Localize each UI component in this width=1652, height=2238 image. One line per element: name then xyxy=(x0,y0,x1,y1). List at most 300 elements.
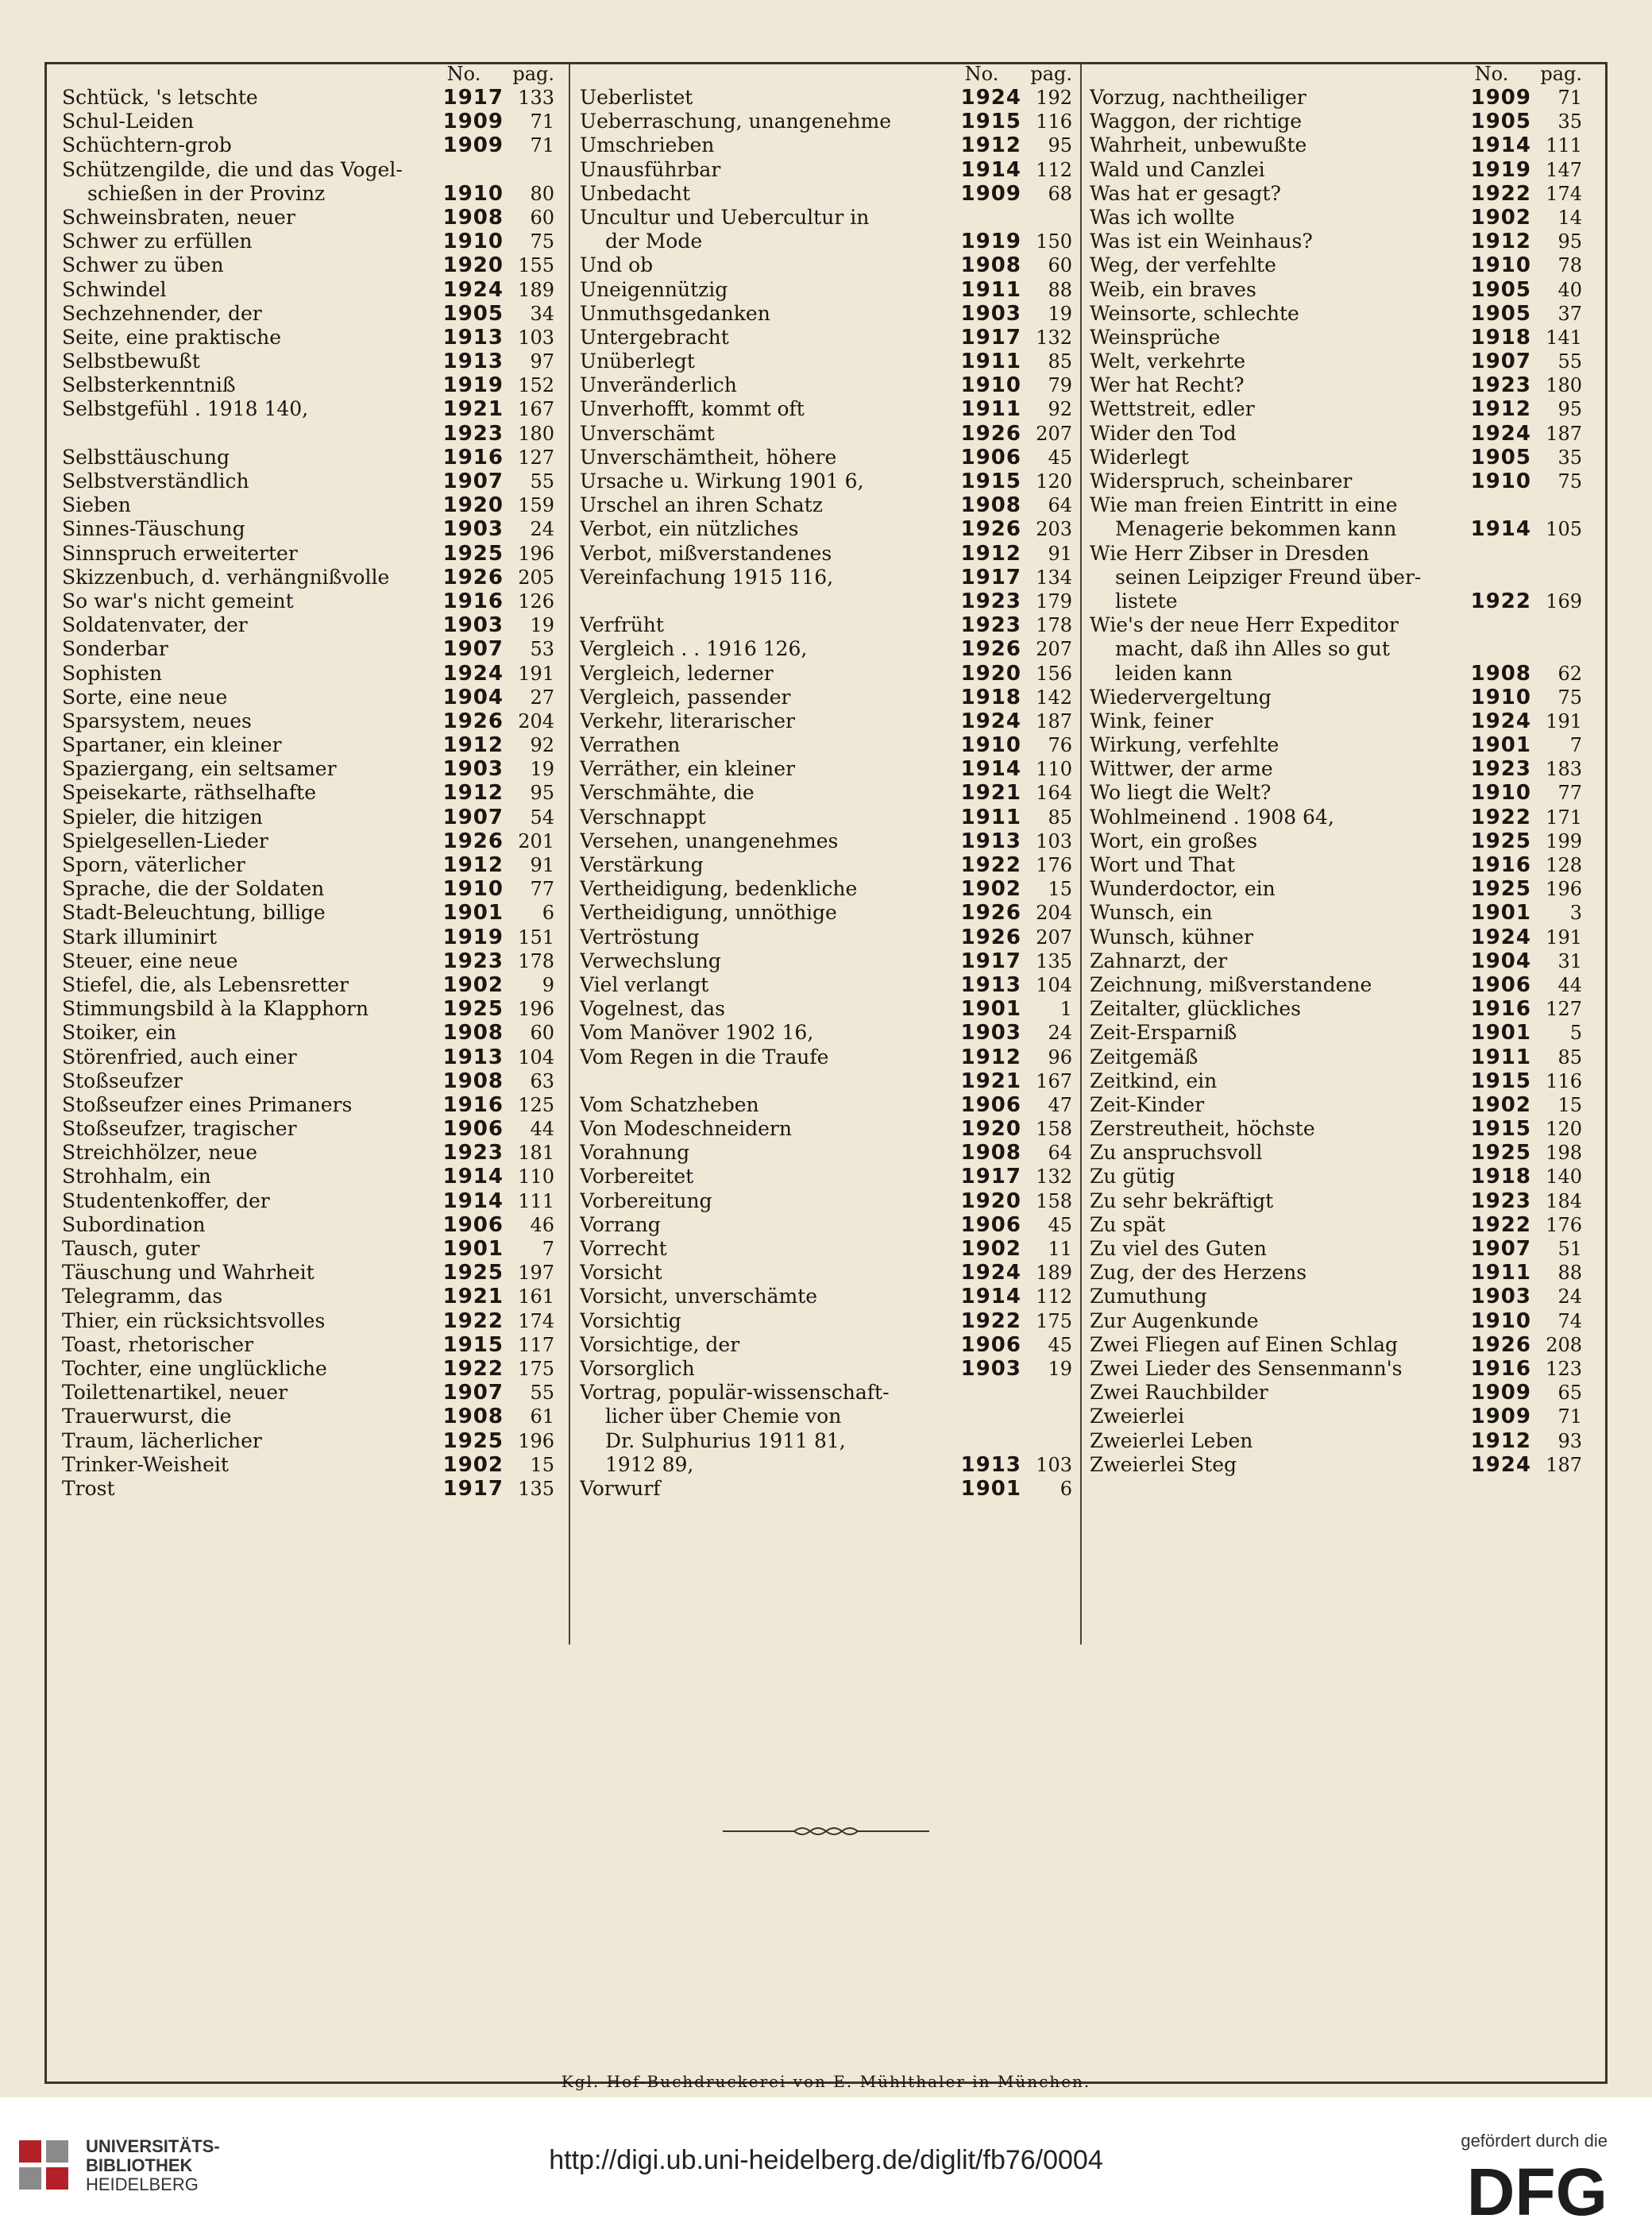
index-entry xyxy=(580,517,1077,541)
entry-title: Verstärkung xyxy=(580,853,704,876)
entry-year: 1923 xyxy=(442,1141,504,1165)
entry-page: 181 xyxy=(518,1142,554,1165)
entry-page: 175 xyxy=(1036,1309,1072,1332)
index-entry xyxy=(580,110,1077,133)
entry-title: Sinnes-Täuschung xyxy=(62,517,245,541)
entry-year: 1915 xyxy=(1470,1117,1531,1142)
entry-title: Selbstbewußt xyxy=(62,350,200,373)
entry-year: 1917 xyxy=(960,325,1021,350)
entry-year: 1926 xyxy=(960,421,1021,446)
index-entry xyxy=(1090,997,1587,1021)
entry-title: Vorwurf xyxy=(580,1476,661,1500)
entry-page: 164 xyxy=(1036,782,1072,805)
entry-year: 1924 xyxy=(442,277,504,302)
entry-title: Was ich wollte xyxy=(1090,205,1235,229)
entry-page: 71 xyxy=(1557,87,1582,109)
entry-page: 111 xyxy=(1546,134,1582,157)
entry-year: 1910 xyxy=(1470,470,1531,493)
index-entry xyxy=(580,542,1077,566)
index-column-3 xyxy=(1090,62,1587,1477)
index-entry xyxy=(62,1046,559,1069)
entry-page: 142 xyxy=(1036,686,1072,709)
index-entry xyxy=(62,278,559,302)
entry-year: 1910 xyxy=(960,373,1021,398)
entry-title: 1912 89, xyxy=(605,1452,694,1476)
entry-year: 1925 xyxy=(1470,829,1531,853)
entry-title: Wald und Canzlei xyxy=(1090,157,1265,181)
index-entry xyxy=(580,829,1077,853)
entry-year: 1923 xyxy=(442,421,504,446)
entry-page: 180 xyxy=(1546,374,1582,397)
column-header xyxy=(62,62,559,86)
entry-title: Wunderdoctor, ein xyxy=(1090,877,1276,901)
entry-page: 191 xyxy=(518,662,554,685)
entry-title: Unverschämtheit, höhere xyxy=(580,445,837,469)
entry-title: Zweierlei Steg xyxy=(1090,1452,1237,1476)
entry-page: 196 xyxy=(1546,878,1582,901)
entry-title: Vorsicht xyxy=(580,1261,662,1285)
entry-title: Traum, lächerlicher xyxy=(62,1428,262,1452)
index-entry xyxy=(62,781,559,805)
entry-title: Stoßseufzer eines Primaners xyxy=(62,1092,353,1116)
entry-title: Zug, der des Herzens xyxy=(1090,1261,1307,1285)
index-entry xyxy=(1090,373,1587,397)
index-entry xyxy=(580,1165,1077,1189)
entry-title: Untergebracht xyxy=(580,325,729,349)
index-entry xyxy=(1090,470,1587,493)
entry-page: 64 xyxy=(1048,494,1072,517)
index-entry xyxy=(62,1165,559,1189)
entry-title: Spaziergang, ein seltsamer xyxy=(62,757,337,781)
index-entry xyxy=(580,1309,1077,1333)
entry-year: 1911 xyxy=(1470,1261,1531,1285)
entry-page: 178 xyxy=(518,949,554,972)
entry-title: Von Modeschneidern xyxy=(580,1117,792,1141)
funded-by-label: gefördert durch die xyxy=(1461,2131,1608,2151)
entry-year: 1914 xyxy=(1470,517,1531,542)
entry-year: 1914 xyxy=(1470,133,1531,158)
index-entry xyxy=(580,350,1077,373)
entry-year: 1901 xyxy=(1470,901,1531,926)
entry-year: 1910 xyxy=(442,181,504,206)
entry-title: Spartaner, ein kleiner xyxy=(62,733,282,757)
entry-title: listete xyxy=(1115,589,1178,613)
index-entry xyxy=(62,829,559,853)
entry-year: 1910 xyxy=(1470,253,1531,278)
entry-year: 1907 xyxy=(1470,1237,1531,1261)
index-entry xyxy=(62,422,559,446)
entry-title: Spielgesellen-Lieder xyxy=(62,829,268,852)
index-entry xyxy=(1090,1093,1587,1117)
entry-year: 1923 xyxy=(960,589,1021,613)
entry-year: 1917 xyxy=(960,949,1021,973)
entry-page: 44 xyxy=(1557,973,1582,996)
index-entry xyxy=(62,1477,559,1501)
entry-year: 1903 xyxy=(442,517,504,542)
entry-year: 1902 xyxy=(960,1237,1021,1261)
index-entry xyxy=(580,158,1077,182)
entry-title: Wort, ein großes xyxy=(1090,829,1258,852)
index-entry xyxy=(580,230,1077,253)
entry-title: Zeitgemäß xyxy=(1090,1045,1198,1069)
entry-title: Selbsttäuschung xyxy=(62,445,230,469)
entry-page: 19 xyxy=(1048,302,1072,325)
entry-page: 65 xyxy=(1557,1382,1582,1405)
entry-page: 80 xyxy=(530,182,554,205)
entry-title: Zumuthung xyxy=(1090,1285,1207,1308)
entry-title: Zu spät xyxy=(1090,1212,1166,1236)
entry-year: 1921 xyxy=(960,1069,1021,1093)
entry-page: 127 xyxy=(1546,998,1582,1021)
index-entry xyxy=(1090,133,1587,157)
index-entry xyxy=(62,733,559,757)
entry-page: 88 xyxy=(1048,278,1072,301)
index-entry xyxy=(1090,253,1587,277)
index-entry xyxy=(580,1261,1077,1285)
entry-year: 1903 xyxy=(442,613,504,638)
entry-title: Zeit-Kinder xyxy=(1090,1092,1205,1116)
index-entry xyxy=(1090,1357,1587,1381)
entry-year: 1906 xyxy=(960,1212,1021,1237)
index-entry xyxy=(1090,877,1587,901)
entry-page: 68 xyxy=(1048,182,1072,205)
entry-page: 97 xyxy=(530,350,554,373)
entry-page: 208 xyxy=(1546,1333,1582,1356)
entry-year: 1907 xyxy=(1470,350,1531,374)
entry-page: 35 xyxy=(1557,110,1582,133)
entry-page: 40 xyxy=(1557,278,1582,301)
index-entry xyxy=(1090,110,1587,133)
entry-year: 1926 xyxy=(960,925,1021,949)
header-pag: pag. xyxy=(1540,63,1582,85)
entry-page: 104 xyxy=(1036,973,1072,996)
entry-title: Vorahnung xyxy=(580,1141,690,1165)
entry-title: Zwei Rauchbilder xyxy=(1090,1381,1268,1405)
index-entry xyxy=(62,566,559,589)
entry-title: Trost xyxy=(62,1476,115,1500)
entry-page: 14 xyxy=(1557,206,1582,229)
entry-year: 1911 xyxy=(960,397,1021,422)
entry-page: 93 xyxy=(1557,1429,1582,1452)
entry-year: 1901 xyxy=(960,997,1021,1022)
index-entry xyxy=(580,326,1077,350)
entry-page: 15 xyxy=(1048,878,1072,901)
entry-title: Selbstgefühl . 1918 140, xyxy=(62,397,309,421)
entry-year: 1908 xyxy=(442,1021,504,1046)
index-entry xyxy=(580,637,1077,661)
entry-year: 1924 xyxy=(1470,1452,1531,1477)
index-entry xyxy=(580,1237,1077,1261)
entry-year: 1923 xyxy=(1470,373,1531,398)
entry-page: 199 xyxy=(1546,829,1582,852)
index-entry xyxy=(580,757,1077,781)
index-entry xyxy=(580,253,1077,277)
index-entry xyxy=(1090,446,1587,470)
entry-page: 187 xyxy=(1546,422,1582,445)
entry-title: Zweierlei Leben xyxy=(1090,1428,1253,1452)
source-url-link[interactable]: http://digi.ub.uni-heidelberg.de/diglit/fb76/0004 xyxy=(549,2145,1103,2175)
entry-title: Zwei Lieder des Sensenmann's xyxy=(1090,1356,1403,1380)
index-entry xyxy=(1090,709,1587,733)
entry-title: Steuer, eine neue xyxy=(62,949,238,972)
entry-year: 1918 xyxy=(960,685,1021,709)
dfg-logo-text: DFG xyxy=(1466,2158,1608,2221)
entry-page: 178 xyxy=(1036,614,1072,637)
entry-year: 1920 xyxy=(960,1117,1021,1142)
entry-page: 95 xyxy=(1048,134,1072,157)
entry-title: Viel verlangt xyxy=(580,972,709,996)
index-entry xyxy=(1090,686,1587,709)
entry-page: 44 xyxy=(530,1118,554,1141)
index-entry xyxy=(580,853,1077,877)
entry-year: 1906 xyxy=(442,1117,504,1142)
entry-page: 95 xyxy=(530,782,554,805)
entry-year: 1910 xyxy=(442,230,504,254)
entry-title: Täuschung und Wahrheit xyxy=(62,1261,315,1285)
index-entry xyxy=(62,230,559,253)
index-entry xyxy=(62,302,559,326)
entry-year: 1924 xyxy=(1470,925,1531,949)
entry-title: Studentenkoffer, der xyxy=(62,1189,270,1212)
entry-page: 31 xyxy=(1557,949,1582,972)
index-entry xyxy=(62,637,559,661)
entry-year: 1909 xyxy=(1470,1381,1531,1405)
entry-page: 197 xyxy=(518,1262,554,1285)
index-entry xyxy=(1090,1453,1587,1477)
entry-title: Zu viel des Guten xyxy=(1090,1237,1267,1260)
entry-title: Versehen, unangenehmes xyxy=(580,829,839,852)
entry-year: 1924 xyxy=(960,709,1021,733)
entry-page: 134 xyxy=(1036,566,1072,589)
entry-year: 1910 xyxy=(442,877,504,902)
index-entry xyxy=(1090,781,1587,805)
library-name-line3: HEIDELBERG xyxy=(86,2174,199,2194)
index-entry xyxy=(62,926,559,949)
entry-page: 19 xyxy=(1048,1357,1072,1380)
index-column-1 xyxy=(62,62,559,1501)
entry-year: 1906 xyxy=(960,445,1021,470)
entry-year: 1905 xyxy=(1470,277,1531,302)
ornament-divider xyxy=(723,1823,929,1839)
entry-year: 1925 xyxy=(442,541,504,566)
entry-title: Unveränderlich xyxy=(580,373,737,397)
entry-page: 76 xyxy=(1048,734,1072,757)
entry-title: Streichhölzer, neue xyxy=(62,1141,258,1165)
entry-year: 1923 xyxy=(1470,1189,1531,1213)
entry-page: 117 xyxy=(518,1333,554,1356)
entry-page: 60 xyxy=(530,206,554,229)
entry-year: 1912 xyxy=(960,133,1021,158)
entry-page: 63 xyxy=(530,1069,554,1092)
entry-page: 127 xyxy=(518,446,554,469)
index-entry xyxy=(1090,278,1587,302)
index-entry xyxy=(1090,1165,1587,1189)
entry-title: Zweierlei xyxy=(1090,1405,1185,1428)
entry-title: Verwechslung xyxy=(580,949,721,972)
index-entry xyxy=(1090,326,1587,350)
entry-page: 174 xyxy=(1546,182,1582,205)
entry-page: 147 xyxy=(1546,158,1582,181)
entry-page: 75 xyxy=(1557,686,1582,709)
entry-page: 204 xyxy=(1036,902,1072,925)
entry-title: Trinker-Weisheit xyxy=(62,1452,229,1476)
entry-title: Vorbereitet xyxy=(580,1165,694,1189)
entry-year: 1925 xyxy=(442,997,504,1022)
entry-page: 191 xyxy=(1546,709,1582,732)
index-entry xyxy=(580,1405,1077,1428)
index-entry xyxy=(580,566,1077,589)
header-no: No. xyxy=(1474,63,1509,85)
entry-page: 125 xyxy=(518,1093,554,1116)
entry-year: 1913 xyxy=(442,350,504,374)
entry-page: 176 xyxy=(1036,854,1072,876)
entry-year: 1907 xyxy=(442,470,504,493)
index-entry xyxy=(580,973,1077,997)
entry-title: Vertröstung xyxy=(580,925,700,949)
entry-year: 1922 xyxy=(442,1356,504,1381)
index-entry xyxy=(62,589,559,613)
entry-title: macht, daß ihn Alles so gut xyxy=(1115,637,1390,661)
entry-page: 189 xyxy=(1036,1262,1072,1285)
entry-page: 77 xyxy=(1557,782,1582,805)
entry-title: Weib, ein braves xyxy=(1090,277,1256,301)
entry-title: Vom Manöver 1902 16, xyxy=(580,1021,814,1045)
entry-title: Toilettenartikel, neuer xyxy=(62,1381,288,1405)
entry-title: Ursache u. Wirkung 1901 6, xyxy=(580,470,864,493)
entry-page: 60 xyxy=(530,1022,554,1045)
column-divider xyxy=(1080,64,1082,1645)
index-entry xyxy=(1090,206,1587,230)
index-entry xyxy=(62,806,559,829)
index-entry xyxy=(62,853,559,877)
index-entry xyxy=(62,493,559,517)
index-entry xyxy=(580,278,1077,302)
entry-year: 1913 xyxy=(442,1045,504,1069)
entry-title: Stark illuminirt xyxy=(62,925,218,949)
index-entry xyxy=(1090,517,1587,541)
entry-page: 85 xyxy=(1557,1046,1582,1069)
entry-page: 6 xyxy=(542,902,554,925)
entry-title: Ueberraschung, unangenehme xyxy=(580,110,892,133)
entry-year: 1911 xyxy=(960,805,1021,829)
index-entry xyxy=(580,133,1077,157)
entry-page: 132 xyxy=(1036,326,1072,349)
entry-page: 55 xyxy=(530,470,554,493)
index-entry xyxy=(1090,1046,1587,1069)
index-entry xyxy=(62,350,559,373)
index-entry xyxy=(1090,733,1587,757)
entry-page: 104 xyxy=(518,1046,554,1069)
entry-title: Vortrag, populär-wissenschaft- xyxy=(580,1381,890,1405)
index-entry xyxy=(580,1189,1077,1213)
entry-title: Schwer zu erfüllen xyxy=(62,230,253,253)
entry-year: 1908 xyxy=(960,253,1021,278)
entry-title: Ueberlistet xyxy=(580,86,693,109)
entry-title: Weg, der verfehlte xyxy=(1090,253,1276,277)
entry-title: Menagerie bekommen kann xyxy=(1115,517,1397,541)
index-entry xyxy=(62,517,559,541)
index-entry xyxy=(580,1117,1077,1141)
entry-title: Telegramm, das xyxy=(62,1285,223,1308)
index-entry xyxy=(580,1213,1077,1237)
index-entry xyxy=(1090,1021,1587,1045)
entry-year: 1925 xyxy=(442,1428,504,1453)
entry-year: 1908 xyxy=(442,205,504,230)
entry-title: Zwei Fliegen auf Einen Schlag xyxy=(1090,1332,1399,1356)
entry-page: 196 xyxy=(518,998,554,1021)
entry-year: 1901 xyxy=(960,1476,1021,1501)
index-entry xyxy=(62,133,559,157)
entry-title: Wirkung, verfehlte xyxy=(1090,733,1280,757)
entry-year: 1912 xyxy=(442,853,504,877)
entry-title: Skizzenbuch, d. verhängnißvolle xyxy=(62,565,390,589)
index-entry xyxy=(1090,613,1587,637)
entry-title: Sorte, eine neue xyxy=(62,685,228,709)
entry-year: 1913 xyxy=(960,829,1021,853)
entry-title: Sporn, väterlicher xyxy=(62,853,245,876)
entry-title: Urschel an ihren Schatz xyxy=(580,493,823,517)
entry-title: Vom Schatzheben xyxy=(580,1092,759,1116)
index-entry xyxy=(62,1093,559,1117)
index-entry xyxy=(62,757,559,781)
entry-title: Was ist ein Weinhaus? xyxy=(1090,230,1313,253)
entry-page: 187 xyxy=(1036,709,1072,732)
index-entry xyxy=(62,1069,559,1093)
index-entry xyxy=(1090,493,1587,517)
entry-year: 1912 xyxy=(442,781,504,806)
entry-page: 27 xyxy=(530,686,554,709)
entry-title: Verbot, ein nützliches xyxy=(580,517,799,541)
entry-page: 15 xyxy=(1557,1093,1582,1116)
entry-title: Vorrang xyxy=(580,1212,661,1236)
entry-year: 1901 xyxy=(1470,733,1531,758)
entry-title: Zahnarzt, der xyxy=(1090,949,1228,972)
entry-title: der Mode xyxy=(605,230,703,253)
entry-year: 1903 xyxy=(960,1356,1021,1381)
entry-page: 37 xyxy=(1557,302,1582,325)
entry-title: Weinsprüche xyxy=(1090,325,1221,349)
index-entry xyxy=(580,686,1077,709)
index-entry xyxy=(1090,1333,1587,1357)
index-entry xyxy=(1090,566,1587,589)
entry-year: 1924 xyxy=(960,1261,1021,1285)
entry-year: 1903 xyxy=(960,1021,1021,1046)
entry-title: Seite, eine praktische xyxy=(62,325,282,349)
entry-title: Wettstreit, edler xyxy=(1090,397,1255,421)
entry-year: 1926 xyxy=(442,829,504,853)
entry-title: Unverhofft, kommt oft xyxy=(580,397,805,421)
entry-title: Soldatenvater, der xyxy=(62,613,248,637)
entry-title: Vorbereitung xyxy=(580,1189,712,1212)
entry-page: 35 xyxy=(1557,446,1582,469)
entry-year: 1910 xyxy=(960,733,1021,758)
index-entry xyxy=(62,182,559,206)
entry-year: 1912 xyxy=(1470,397,1531,422)
entry-year: 1922 xyxy=(1470,805,1531,829)
entry-year: 1914 xyxy=(442,1165,504,1189)
index-entry xyxy=(62,1405,559,1428)
index-entry xyxy=(62,373,559,397)
entry-year: 1924 xyxy=(1470,421,1531,446)
entry-page: 152 xyxy=(518,374,554,397)
entry-year: 1926 xyxy=(442,709,504,733)
entry-title: Umschrieben xyxy=(580,133,715,157)
entry-title: Sprache, die der Soldaten xyxy=(62,877,325,901)
entry-year: 1901 xyxy=(1470,1021,1531,1046)
entry-year: 1917 xyxy=(442,1476,504,1501)
entry-title: Stadt-Beleuchtung, billige xyxy=(62,901,326,925)
entry-page: 110 xyxy=(1036,758,1072,781)
